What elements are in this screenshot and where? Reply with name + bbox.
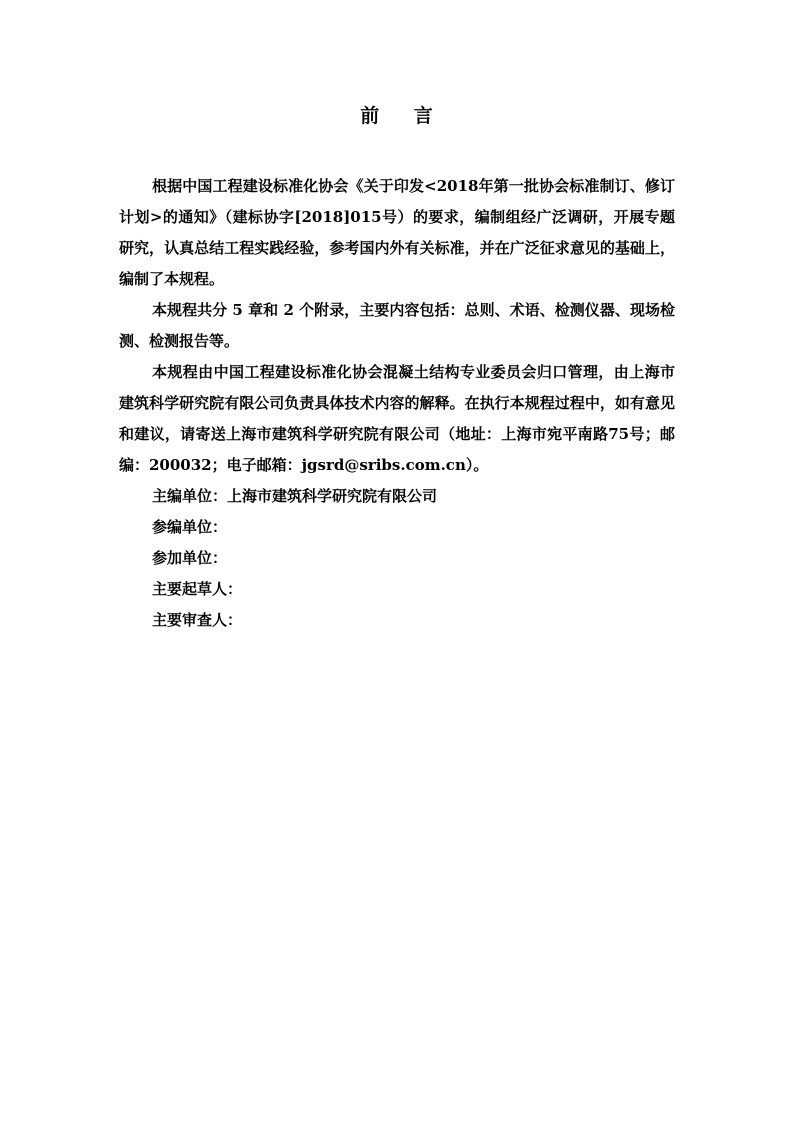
paragraph-structure: 本规程共分 5 章和 2 个附录，主要内容包括：总则、术语、检测仪器、现场检测、检测报告等。: [119, 301, 675, 350]
paragraph-basis: 根据中国工程建设标准化协会《关于印发<2018年第一批协会标准制订、修订计划>的通知》（建标协字[2018]015号）的要求，编制组经广泛调研，开展专题研究，认真总结工程实践经验，参考国内外有关标准，并在广泛征求意见的基础上，编制了本规程。: [119, 177, 675, 288]
paragraph-management: 本规程由中国工程建设标准化协会混凝土结构专业委员会归口管理，由上海市建筑科学研究院有限公司负责具体技术内容的解释。在执行本规程过程中，如有意见和建议，请寄送上海市建筑科学研究院有限公司（地址：上海市宛平南路75号；邮编：200032；电子邮箱：jgsrd@sribs.com.cn）。: [119, 363, 675, 474]
credit-chief-editor: 主编单位：上海市建筑科学研究院有限公司: [152, 487, 438, 505]
credit-drafters: 主要起草人：: [152, 580, 243, 598]
credit-reviewers: 主要审查人：: [152, 611, 243, 629]
preface-body: [119, 171, 675, 636]
credit-participants: 参加单位：: [152, 549, 228, 567]
page-title: 前 言: [360, 105, 447, 127]
credit-co-editors: 参编单位：: [152, 518, 228, 536]
